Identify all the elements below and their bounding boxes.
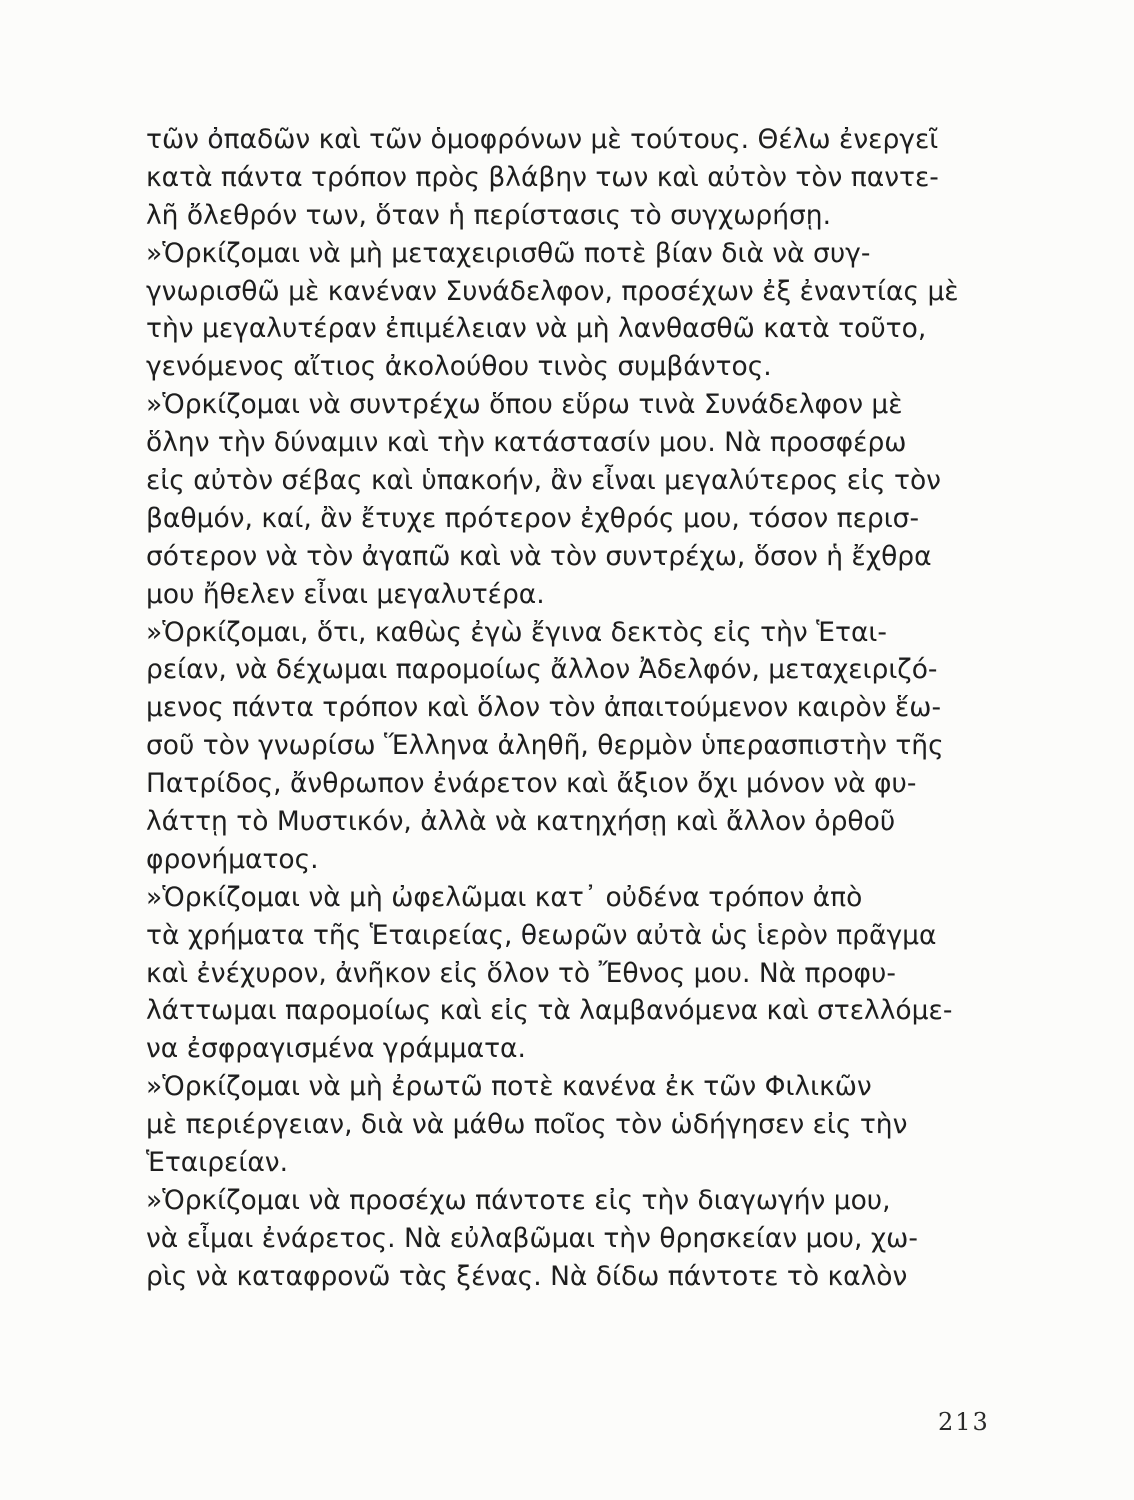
text-line: »Ὁρκίζομαι νὰ μὴ μεταχειρισθῶ ποτὲ βίαν διὰ νὰ συγ- xyxy=(146,237,871,269)
page-number: 213 xyxy=(938,1408,990,1436)
text-line: σότερον νὰ τὸν ἀγαπῶ καὶ νὰ τὸν συντρέχω, ὅσον ἡ ἔχθρα xyxy=(146,540,932,572)
text-line: εἰς αὐτὸν σέβας καὶ ὑπακοήν, ἂν εἶναι μεγαλύτερος εἰς τὸν xyxy=(146,465,941,497)
text-line: λάττῃ τὸ Μυστικόν, ἀλλὰ νὰ κατηχήσῃ καὶ ἄλλον ὀρθοῦ xyxy=(146,806,896,838)
text-line: ὅλην τὴν δύναμιν καὶ τὴν κατάστασίν μου. Νὰ προσφέρω xyxy=(146,427,907,459)
text-line: καὶ ἐνέχυρον, ἀνῆκον εἰς ὅλον τὸ Ἔθνος μου. Νὰ προφυ- xyxy=(146,957,896,989)
text-line: γενόμενος αἴτιος ἀκολούθου τινὸς συμβάντος. xyxy=(146,351,772,383)
text-line: λῆ ὄλεθρόν των, ὅταν ἡ περίστασις τὸ συγχωρήσῃ. xyxy=(146,199,832,231)
body-text xyxy=(146,121,990,1296)
text-line: »Ὁρκίζομαι νὰ προσέχω πάντοτε εἰς τὴν διαγωγήν μου, xyxy=(146,1184,891,1216)
text-line: »Ὁρκίζομαι νὰ συντρέχω ὅπου εὕρω τινὰ Συνάδελφον μὲ xyxy=(146,389,903,421)
text-line: »Ὁρκίζομαι νὰ μὴ ἐρωτῶ ποτὲ κανένα ἐκ τῶν Φιλικῶν xyxy=(146,1071,872,1103)
text-line: βαθμόν, καί, ἂν ἔτυχε πρότερον ἐχθρός μου, τόσον περισ- xyxy=(146,502,920,534)
text-line: μου ἤθελεν εἶναι μεγαλυτέρα. xyxy=(146,578,545,610)
text-line: να ἐσφραγισμένα γράμματα. xyxy=(146,1033,526,1065)
text-line: »Ὁρκίζομαι, ὅτι, καθὼς ἐγὼ ἔγινα δεκτὸς εἰς τὴν Ἑται- xyxy=(146,616,887,648)
text-line: φρονήματος. xyxy=(146,843,319,875)
text-line: ρείαν, νὰ δέχωμαι παρομοίως ἄλλον Ἀδελφόν, μεταχειριζό- xyxy=(146,654,938,686)
text-line: γνωρισθῶ μὲ κανέναν Συνάδελφον, προσέχων ἐξ ἐναντίας μὲ xyxy=(146,275,959,307)
text-line: λάττωμαι παρομοίως καὶ εἰς τὰ λαμβανόμενα καὶ στελλόμε- xyxy=(146,995,953,1027)
text-line: μενος πάντα τρόπον καὶ ὅλον τὸν ἀπαιτούμενον καιρὸν ἕω- xyxy=(146,692,942,724)
text-line: Πατρίδος, ἄνθρωπον ἐνάρετον καὶ ἄξιον ὄχι μόνον νὰ φυ- xyxy=(146,768,917,800)
text-line: »Ὁρκίζομαι νὰ μὴ ὠφελῶμαι κατ᾽ οὐδένα τρόπον ἀπὸ xyxy=(146,881,863,913)
text-line: τῶν ὀπαδῶν καὶ τῶν ὁμοφρόνων μὲ τούτους. Θέλω ἐνεργεῖ xyxy=(146,124,939,155)
text-line: ρὶς νὰ καταφρονῶ τὰς ξένας. Νὰ δίδω πάντοτε τὸ καλὸν xyxy=(146,1260,908,1292)
text-line: τὴν μεγαλυτέραν ἐπιμέλειαν νὰ μὴ λανθασθῶ κατὰ τοῦτο, xyxy=(146,313,927,345)
text-line: κατὰ πάντα τρόπον πρὸς βλάβην των καὶ αὐτὸν τὸν παντε- xyxy=(146,161,939,193)
text-line: νὰ εἶμαι ἐνάρετος. Νὰ εὐλαβῶμαι τὴν θρησκείαν μου, χω- xyxy=(146,1222,918,1254)
text-line: Ἑταιρείαν. xyxy=(146,1147,289,1179)
text-line: σοῦ τὸν γνωρίσω Ἕλληνα ἀληθῆ, θερμὸν ὑπερασπιστὴν τῆς xyxy=(146,730,944,762)
text-line: μὲ περιέργειαν, διὰ νὰ μάθω ποῖος τὸν ὡδήγησεν εἰς τὴν xyxy=(146,1109,908,1141)
text-line: τὰ χρήματα τῆς Ἑταιρείας, θεωρῶν αὐτὰ ὡς ἱερὸν πρᾶγμα xyxy=(146,919,937,951)
